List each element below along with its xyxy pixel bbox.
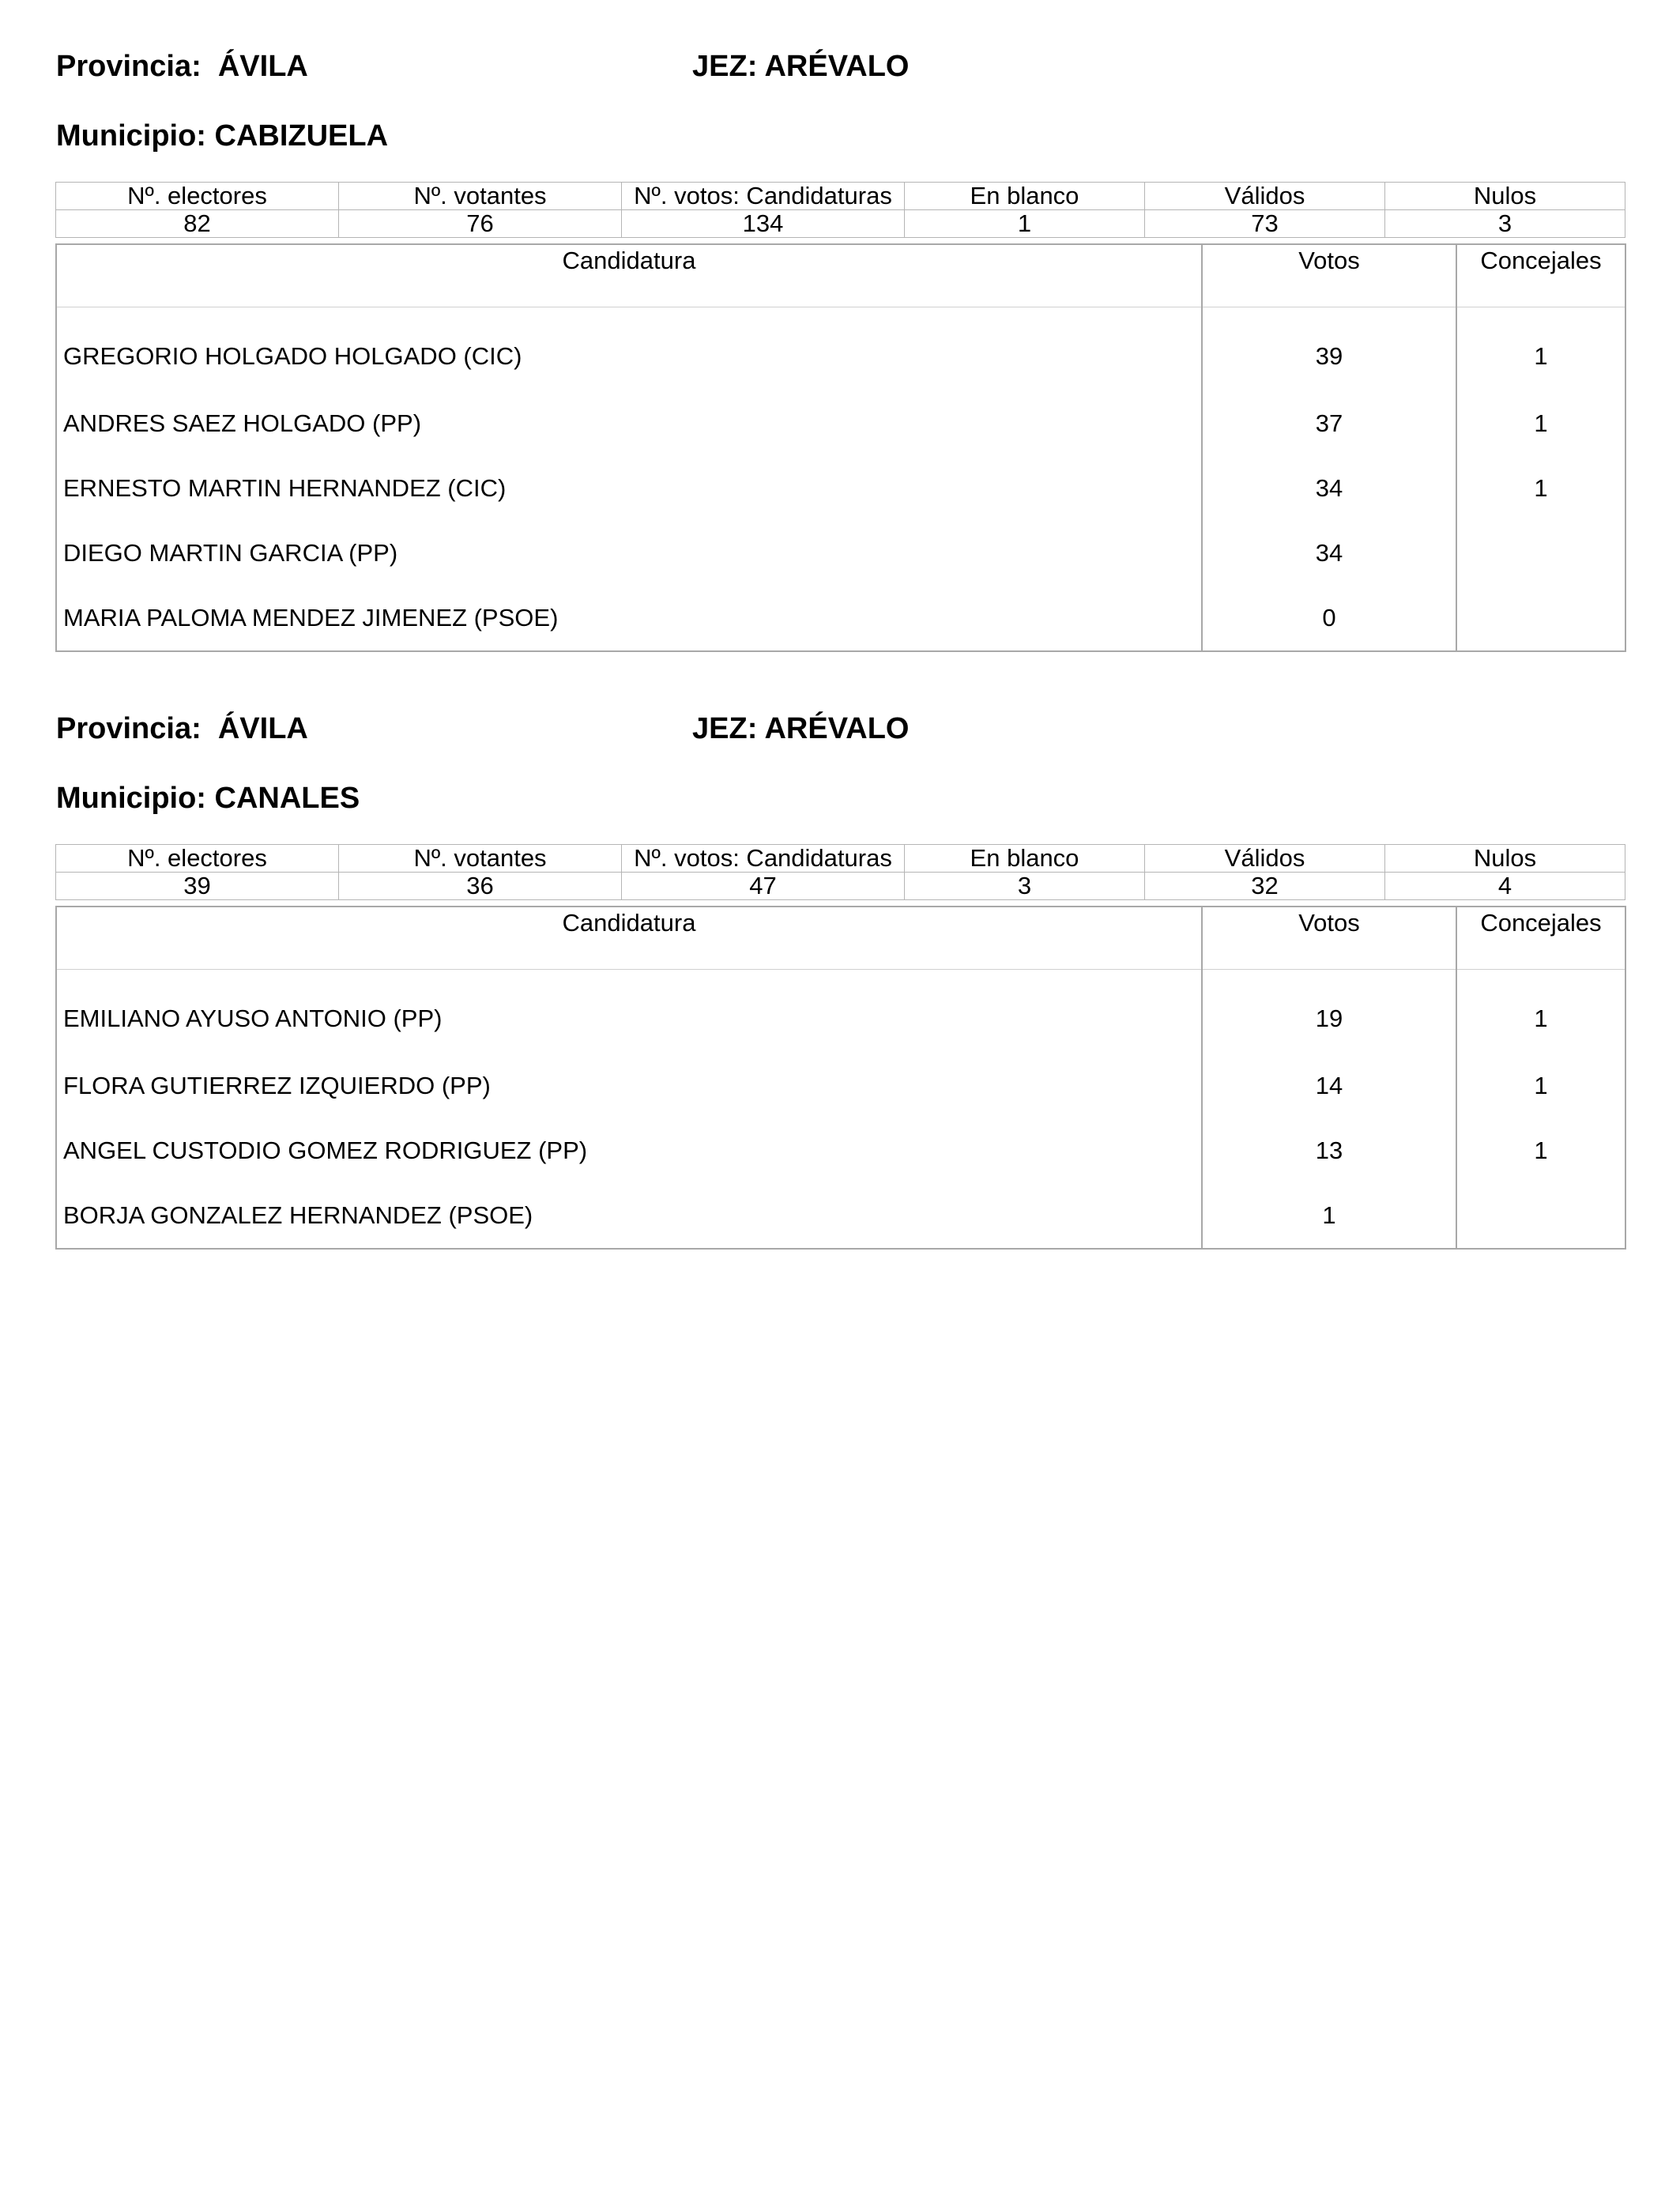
candidate-concejales: 1 [1456, 307, 1625, 392]
summary-header-row [56, 183, 1625, 210]
jez-heading: JEZ: ARÉVALO [692, 50, 910, 83]
candidatura-header: Candidatura [56, 907, 1202, 970]
candidate-concejales [1456, 521, 1625, 586]
table-row [56, 1118, 1625, 1183]
candidates-table [55, 243, 1626, 652]
summary-header-electores: Nº. electores [56, 845, 339, 873]
summary-header-electores: Nº. electores [56, 183, 339, 210]
summary-value-votantes: 36 [339, 873, 622, 900]
summary-value-validos: 73 [1145, 210, 1385, 238]
summary-value-electores: 39 [56, 873, 339, 900]
summary-value-en-blanco: 1 [905, 210, 1145, 238]
table-row [56, 391, 1625, 456]
summary-header-votos-candidaturas: Nº. votos: Candidaturas [622, 183, 905, 210]
candidate-concejales: 1 [1456, 456, 1625, 521]
candidate-concejales: 1 [1456, 391, 1625, 456]
candidate-votos: 39 [1202, 307, 1456, 392]
concejales-header: Concejales [1456, 907, 1625, 970]
summary-header-row [56, 845, 1625, 873]
summary-header-votantes: Nº. votantes [339, 183, 622, 210]
table-row [56, 970, 1625, 1054]
municipio-heading: Municipio: CABIZUELA [56, 119, 389, 153]
summary-table [55, 844, 1625, 900]
summary-header-votos-candidaturas: Nº. votos: Candidaturas [622, 845, 905, 873]
table-row [56, 456, 1625, 521]
summary-table [55, 182, 1625, 238]
summary-header-nulos: Nulos [1385, 845, 1625, 873]
summary-value-votos-candidaturas: 47 [622, 873, 905, 900]
summary-value-nulos: 3 [1385, 210, 1625, 238]
candidate-concejales: 1 [1456, 970, 1625, 1054]
summary-value-row [56, 210, 1625, 238]
candidate-concejales: 1 [1456, 1054, 1625, 1118]
candidates-table [55, 906, 1626, 1250]
table-row [56, 521, 1625, 586]
candidate-name: GREGORIO HOLGADO HOLGADO (CIC) [63, 342, 522, 370]
summary-value-electores: 82 [56, 210, 339, 238]
summary-header-en-blanco: En blanco [905, 845, 1145, 873]
summary-header-validos: Válidos [1145, 183, 1385, 210]
summary-value-en-blanco: 3 [905, 873, 1145, 900]
candidate-votos: 14 [1202, 1054, 1456, 1118]
candidate-votos: 34 [1202, 521, 1456, 586]
candidate-votos: 34 [1202, 456, 1456, 521]
candidate-name: BORJA GONZALEZ HERNANDEZ (PSOE) [63, 1201, 533, 1229]
table-row [56, 586, 1625, 651]
candidate-name: DIEGO MARTIN GARCIA (PP) [63, 539, 398, 567]
candidate-name: EMILIANO AYUSO ANTONIO (PP) [63, 1005, 443, 1032]
summary-value-validos: 32 [1145, 873, 1385, 900]
candidate-concejales: 1 [1456, 1118, 1625, 1183]
table-row [56, 307, 1625, 392]
summary-header-en-blanco: En blanco [905, 183, 1145, 210]
candidate-votos: 37 [1202, 391, 1456, 456]
table-row [56, 1183, 1625, 1249]
candidate-votos: 0 [1202, 586, 1456, 651]
candidate-name: ANDRES SAEZ HOLGADO (PP) [63, 409, 422, 437]
concejales-header: Concejales [1456, 244, 1625, 307]
candidate-name: FLORA GUTIERREZ IZQUIERDO (PP) [63, 1072, 491, 1099]
candidate-votos: 13 [1202, 1118, 1456, 1183]
table-row [56, 1054, 1625, 1118]
candidate-concejales [1456, 586, 1625, 651]
candidates-header-row [56, 907, 1625, 970]
candidatura-header: Candidatura [56, 244, 1202, 307]
votos-header: Votos [1202, 907, 1456, 970]
candidate-votos: 19 [1202, 970, 1456, 1054]
candidate-name: ERNESTO MARTIN HERNANDEZ (CIC) [63, 474, 507, 502]
summary-header-validos: Válidos [1145, 845, 1385, 873]
summary-value-votos-candidaturas: 134 [622, 210, 905, 238]
summary-header-nulos: Nulos [1385, 183, 1625, 210]
candidate-votos: 1 [1202, 1183, 1456, 1249]
candidate-concejales [1456, 1183, 1625, 1249]
municipio-heading: Municipio: CANALES [56, 782, 360, 815]
votos-header: Votos [1202, 244, 1456, 307]
provincia-heading: Provincia: ÁVILA [56, 712, 308, 745]
summary-value-row [56, 873, 1625, 900]
jez-heading: JEZ: ARÉVALO [692, 712, 910, 745]
summary-value-votantes: 76 [339, 210, 622, 238]
candidate-name: MARIA PALOMA MENDEZ JIMENEZ (PSOE) [63, 604, 559, 631]
candidates-header-row [56, 244, 1625, 307]
candidate-name: ANGEL CUSTODIO GOMEZ RODRIGUEZ (PP) [63, 1137, 588, 1164]
summary-header-votantes: Nº. votantes [339, 845, 622, 873]
summary-value-nulos: 4 [1385, 873, 1625, 900]
provincia-heading: Provincia: ÁVILA [56, 50, 308, 83]
